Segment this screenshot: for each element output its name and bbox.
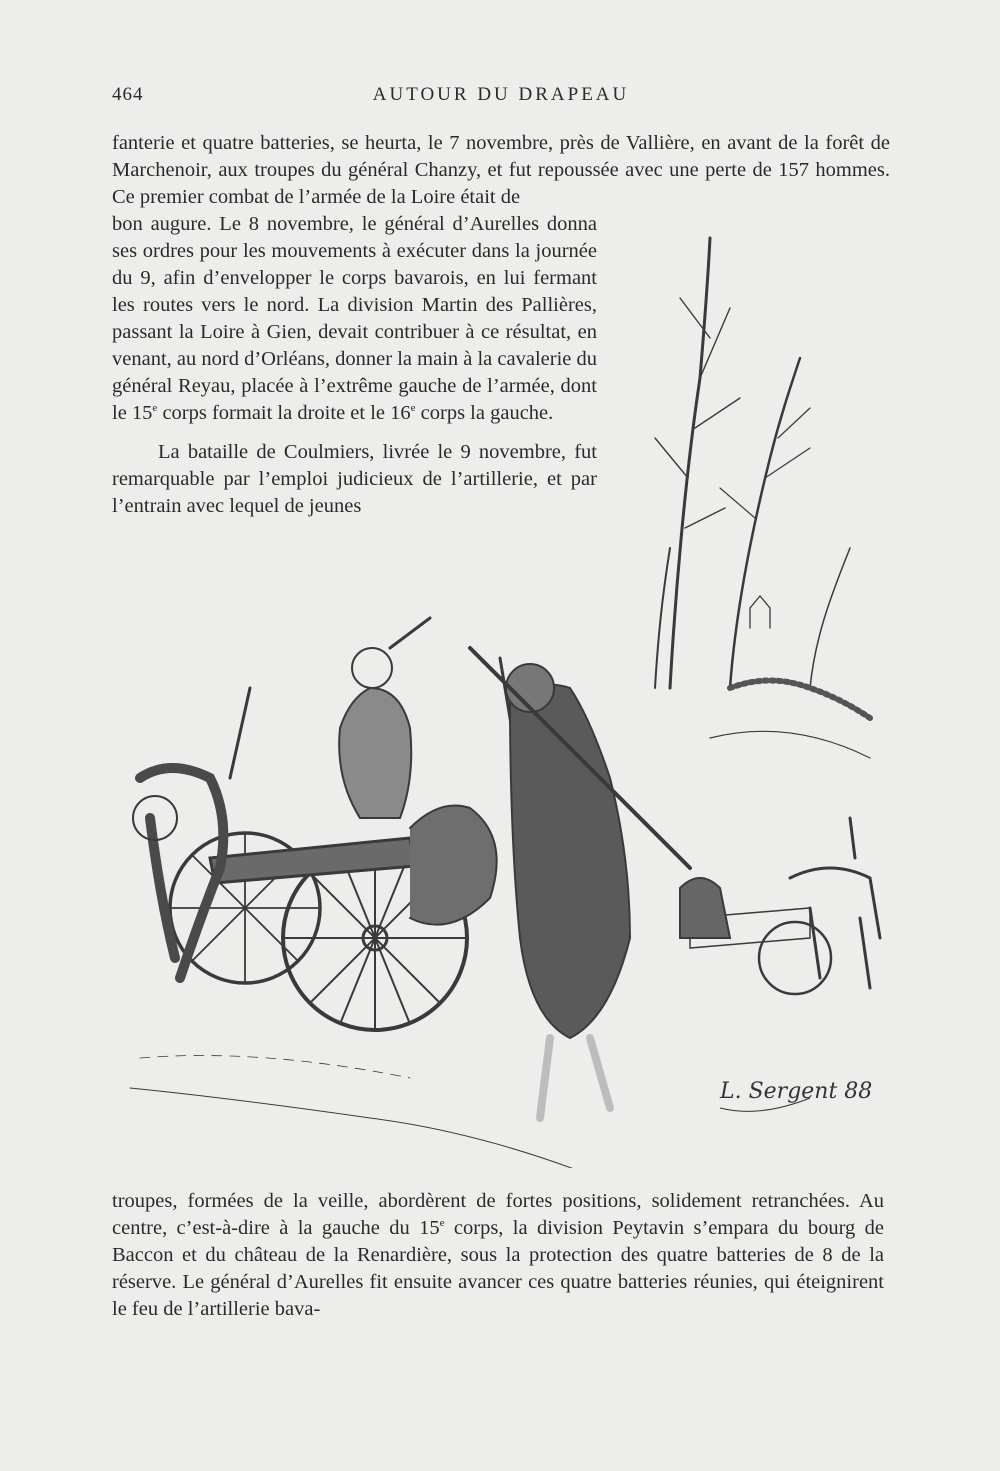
tree-trunk (730, 358, 800, 688)
soldier-rifleman (510, 685, 630, 1038)
tree-trunk (720, 408, 810, 518)
superscript: e (439, 1217, 445, 1230)
top-paragraph-text: fanterie et quatre batteries, se heurta, le 7 novembre, près de Vallière, en avant de la forêt de Marchenoir, aux troupes du général Chanzy, et fut repoussée avec une perte de 157 hommes. Ce premier combat de l’armée de la Loire était de (112, 132, 890, 208)
artist-signature: L. Sergent 88 (720, 1079, 873, 1104)
snowy-ground (140, 1056, 410, 1079)
paragraph-coulmiers: La bataille de Coulmiers, livrée le 9 novembre, fut remarquable par l’emploi judicieux de l’artillerie, et par l’entrain avec lequel de jeunes (112, 441, 597, 517)
tree-trunk (655, 548, 670, 688)
soldier-by-cart (680, 878, 730, 938)
mule (790, 818, 880, 988)
tree-trunk (810, 548, 850, 688)
paragraph-text: troupes, formées de la veille, abordèrent de fortes positions, solidement retranchées. Au centre, c’est-à-dire à la gauche du 15 (112, 1190, 884, 1239)
distant-chapel (750, 596, 770, 628)
soldier-legs (540, 1038, 610, 1118)
running-title: AUTOUR DU DRAPEAU (372, 84, 630, 105)
running-head (112, 84, 890, 114)
bottom-paragraph-text (112, 1188, 884, 1323)
engraving-illustration (110, 218, 900, 1168)
artillery-scene-drawing (110, 218, 900, 1168)
soldier-standing (339, 688, 411, 818)
cart-wheel (759, 922, 831, 994)
page-number: 464 (112, 84, 144, 105)
superscript: e (152, 402, 158, 415)
paragraph-text: corps la gauche. (415, 402, 554, 424)
soldier-lying (410, 806, 497, 925)
soldier-head (506, 664, 554, 712)
superscript: e (410, 402, 416, 415)
paragraph-text: corps, la division Peytavin s’empara du bourg de Baccon et du château de la Renardière, sous la protection des quatre batteries de 8 de la réserve. Le général d’Aurelles fit ensuite avancer ces quatre batteries réunies, qui éteignirent le feu de l’artillerie bava- (112, 1217, 884, 1320)
paragraph-text: bon augure. Le 8 novembre, le général d’Aurelles donna ses ordres pour les mouvements à exécuter dans la journée du 9, afin d’envelopper le corps bavarois, en lui fermant les routes vers le nord. La division Martin des Pallières, passant la Loire à Gien, devait contribuer à ce résultat, en venant, au nord d’Orléans, donner la main à la cavalerie du général Reyau, placée à l’extrême gauche de l’armée, dont le 15 (112, 213, 597, 424)
distant-troops (730, 681, 870, 719)
snow-ridge (710, 731, 870, 758)
bottom-paragraph (112, 1188, 884, 1323)
paragraph-text: corps formait la droite et le 16 (157, 402, 411, 424)
soldier-head (352, 648, 392, 688)
top-paragraph (112, 130, 890, 211)
